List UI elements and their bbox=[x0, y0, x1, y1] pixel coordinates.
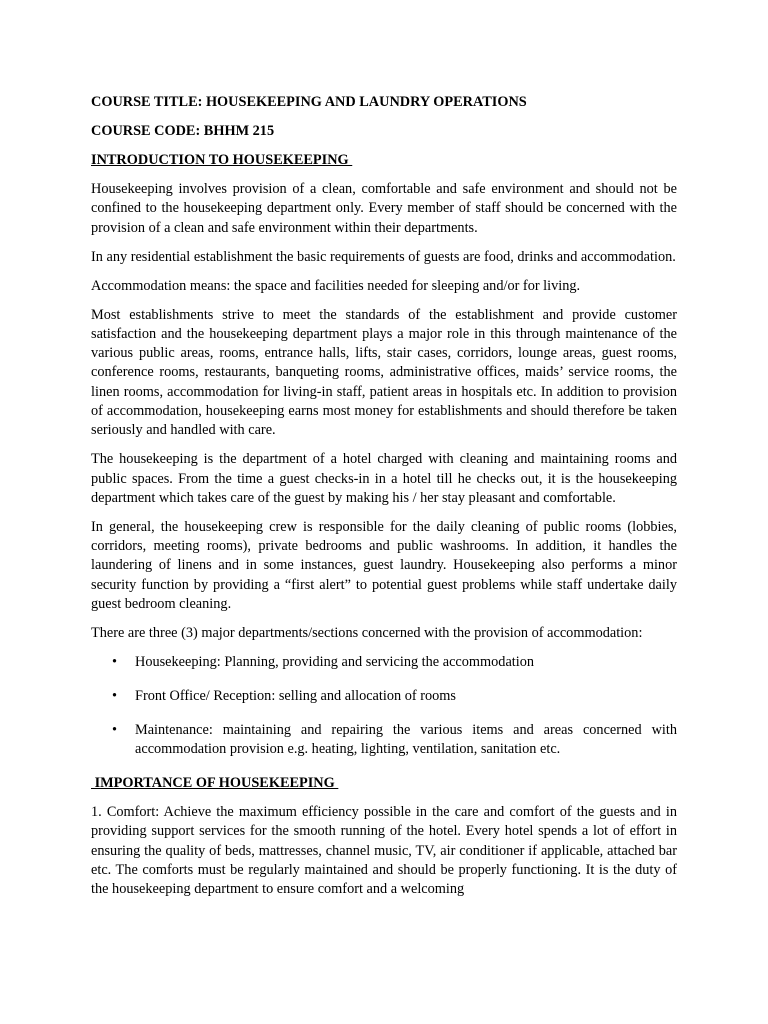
list-item-text: Front Office/ Reception: selling and allocation of rooms bbox=[135, 687, 456, 704]
list-item-text: Maintenance: maintaining and repairing the various items and areas concerned with accommodation provision e.g. heating, lighting, ventilation, sanitation etc. bbox=[135, 721, 677, 758]
paragraph: The housekeeping is the department of a hotel charged with cleaning and maintaining rooms and public spaces. From the time a guest checks-in in a hotel till he checks out, it is the housekeeping department which takes care of the guest by making his / her stay pleasant and comfortable. bbox=[91, 451, 677, 506]
paragraph: In general, the housekeeping crew is responsible for the daily cleaning of public rooms (lobbies, corridors, meeting rooms), private bedrooms and public washrooms. In addition, it handles the laundering of linens and in some instances, guest laundry. Housekeeping also performs a minor security function by providing a “first alert” to potential guest problems while staff undertake daily guest bedroom cleaning. bbox=[91, 518, 677, 613]
paragraph: Most establishments strive to meet the standards of the establishment and provide customer satisfaction and the housekeeping department plays a major role in this through maintenance of the various public areas, rooms, entrance halls, lifts, stair cases, corridors, lounge areas, guest rooms, conference rooms, restaurants, banqueting rooms, administrative offices, maids’ service rooms, the linen rooms, accommodation for living-in staff, patient areas in hospitals etc. In addition to provision of accommodation, housekeeping earns most money for establishments and should therefore be taken seriously and handled with care. bbox=[91, 306, 677, 439]
bullet-icon: • bbox=[112, 654, 118, 670]
paragraph: In any residential establishment the basic requirements of guests are food, drinks and accommodation. bbox=[91, 248, 676, 265]
course-code: COURSE CODE: BHHM 215 bbox=[91, 122, 275, 139]
list-item bbox=[91, 653, 677, 672]
bullet-icon: • bbox=[112, 687, 118, 704]
paragraph: Housekeeping involves provision of a clean, comfortable and safe environment and should not be confined to the housekeeping department only. Every member of staff should be concerned with the provision of a clean and safe environment within their departments. bbox=[91, 180, 677, 236]
paragraph: There are three (3) major departments/sections concerned with the provision of accommodation: bbox=[91, 625, 643, 642]
list-item bbox=[91, 721, 677, 760]
list-item-text: Housekeeping: Planning, providing and servicing the accommodation bbox=[135, 654, 535, 670]
course-title: COURSE TITLE: HOUSEKEEPING AND LAUNDRY OPERATIONS bbox=[91, 94, 527, 110]
list-item bbox=[91, 687, 677, 706]
paragraph: Accommodation means: the space and facilities needed for sleeping and/or for living. bbox=[91, 277, 581, 294]
section-heading-importance: IMPORTANCE OF HOUSEKEEPING bbox=[91, 774, 339, 791]
departments-list bbox=[91, 653, 677, 759]
section-heading-introduction: INTRODUCTION TO HOUSEKEEPING bbox=[91, 151, 353, 168]
paragraph-comfort: 1. Comfort: Achieve the maximum efficiency possible in the care and comfort of the guests and in providing support services for the smooth running of the hotel. Every hotel spends a lot of effort in ensuring the quality of beds, mattresses, channel music, TV, air conditioner if applicable, attached bar etc. The comforts must be regularly maintained and should be properly functioning. It is the duty of the housekeeping department to ensure comfort and a welcoming bbox=[91, 803, 677, 898]
bullet-icon: • bbox=[112, 721, 118, 738]
